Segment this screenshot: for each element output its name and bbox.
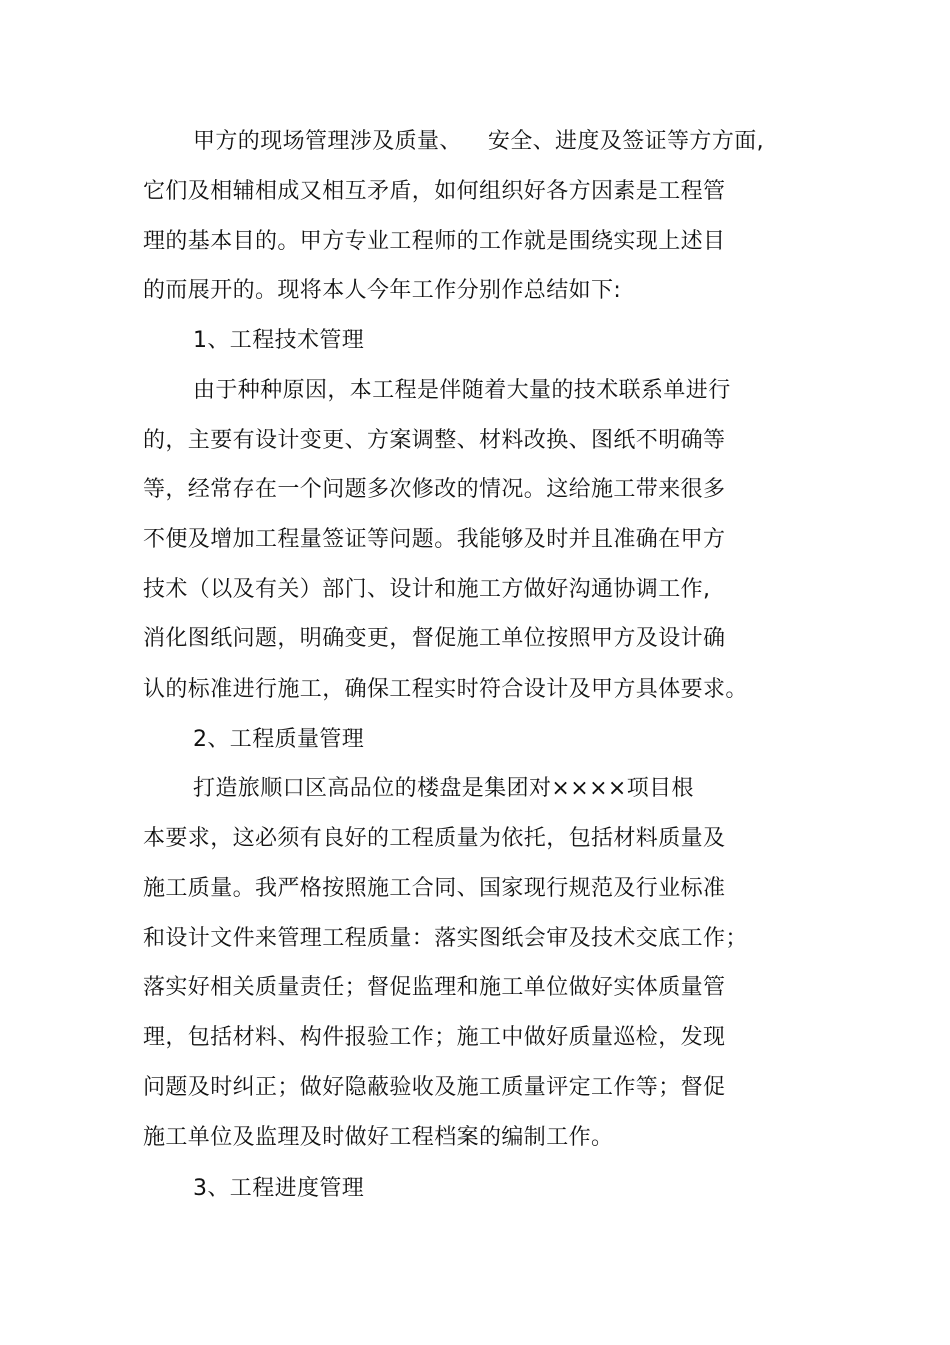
section1-line-4: 不便及增加工程量签证等问题。我能够及时并且准确在甲方: [143, 527, 726, 552]
intro-line-1-part-b: 安全、进度及签证等方方面,: [487, 129, 765, 154]
section3-heading: 3、工程进度管理: [193, 1176, 365, 1201]
intro-line-4: 的而展开的。现将本人今年工作分别作总结如下:: [143, 278, 622, 303]
section2-line-8: 施工单位及监理及时做好工程档案的编制工作。: [143, 1125, 614, 1150]
section1-line-3: 等，经常存在一个问题多次修改的情况。这给施工带来很多: [143, 477, 726, 502]
section1-line-7: 认的标准进行施工，确保工程实时符合设计及甲方具体要求。: [143, 677, 748, 702]
section1-heading: 1、工程技术管理: [193, 328, 365, 353]
intro-line-1-part-a: 甲方的现场管理涉及质量、: [193, 129, 462, 154]
section2-line-5: 落实好相关质量责任；督促监理和施工单位做好实体质量管: [143, 975, 726, 1000]
intro-line-1: [193, 127, 764, 157]
section1-line-6: 消化图纸问题，明确变更，督促施工单位按照甲方及设计确: [143, 626, 726, 651]
section2-line-7: 问题及时纠正；做好隐蔽验收及施工质量评定工作等；督促: [143, 1075, 726, 1100]
section2-line-3: 施工质量。我严格按照施工合同、国家现行规范及行业标准: [143, 876, 726, 901]
intro-line-2: 它们及相辅相成又相互矛盾，如何组织好各方因素是工程管: [143, 179, 726, 204]
section2-line-4: 和设计文件来管理工程质量：落实图纸会审及技术交底工作；: [143, 926, 748, 951]
section1-line-2: 的，主要有设计变更、方案调整、材料改换、图纸不明确等: [143, 428, 726, 453]
section2-line-6: 理，包括材料、构件报验工作；施工中做好质量巡检，发现: [143, 1025, 726, 1050]
section1-line-5: 技术（以及有关）部门、设计和施工方做好沟通协调工作,: [143, 577, 711, 602]
intro-line-3: 理的基本目的。甲方专业工程师的工作就是围绕实现上述目: [143, 229, 726, 254]
section1-line-1: 由于种种原因，本工程是伴随着大量的技术联系单进行: [193, 378, 731, 403]
section2-heading: 2、工程质量管理: [193, 727, 365, 752]
section2-line-1: 打造旅顺口区高品位的楼盘是集团对××××项目根: [193, 776, 694, 801]
section2-line-2: 本要求，这必须有良好的工程质量为依托，包括材料质量及: [143, 826, 726, 851]
